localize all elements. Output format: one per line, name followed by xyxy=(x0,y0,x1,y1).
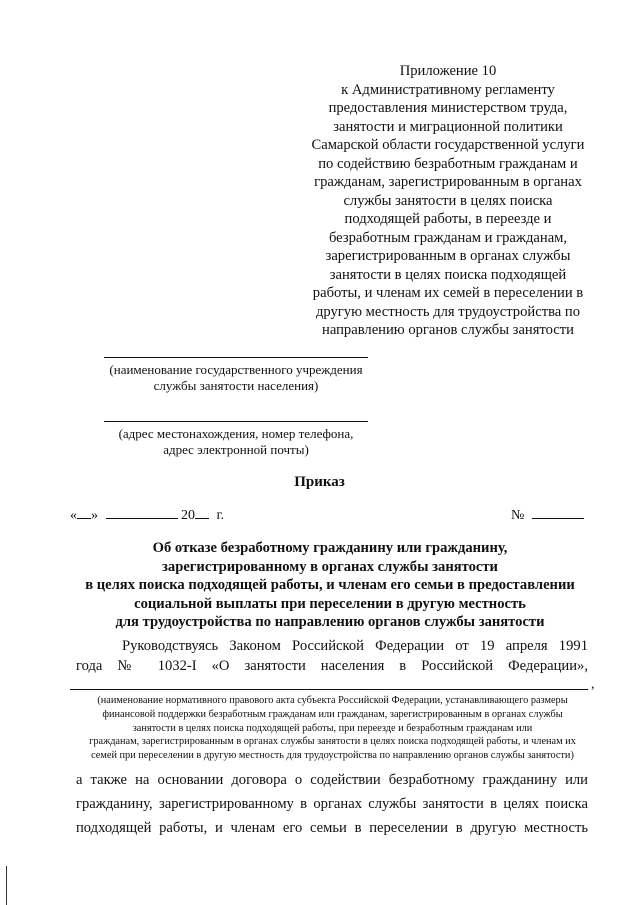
year-suffix: г. xyxy=(216,508,225,523)
appendix-line: другую местность для трудоустройства по xyxy=(315,303,580,320)
legal-basis-paragraph xyxy=(76,636,588,676)
appendix-line: направлению органов службы занятости xyxy=(322,322,574,338)
legal-act-comma: , xyxy=(591,677,595,692)
address-caption xyxy=(104,426,368,458)
legal-act-caption xyxy=(60,694,605,763)
body-paragraph xyxy=(76,768,588,840)
appendix-line: безработным гражданам и гражданам, xyxy=(328,229,568,246)
address-fill-line xyxy=(104,421,368,422)
order-date xyxy=(70,506,224,524)
number-sign: № xyxy=(511,508,525,523)
appendix-line: работы, и членам их семей в переселении в xyxy=(312,285,584,301)
number-blank xyxy=(532,506,584,519)
year-prefix: 20 xyxy=(181,508,195,523)
subject-line: социальной выплаты при переселении в другую местность xyxy=(134,595,526,612)
appendix-line: занятости и миграционной политики xyxy=(333,118,563,135)
appendix-line: службы занятости в целях поиска xyxy=(343,192,553,209)
subject-line: Об отказе безработному гражданину или гражданину, xyxy=(152,540,508,556)
month-blank xyxy=(106,506,178,519)
organization-name-field xyxy=(104,357,368,394)
appendix-line: зарегистрированным в органах службы xyxy=(325,248,571,264)
caption-line: занятости в целях поиска подходящей работы, при переезде и безработным гражданам или xyxy=(132,722,533,734)
caption-line: (наименование нормативного правового акта субъекта Российской Федерации, устанавливающего размеры xyxy=(97,695,568,706)
caption-line: службы занятости населения) xyxy=(153,378,319,393)
organization-fill-line xyxy=(104,357,368,358)
appendix-line: занятости в целях поиска подходящей xyxy=(329,266,567,283)
caption-line: семей при переселении в другую местность для трудоустройства по направлению органов службы занятости) xyxy=(91,750,574,762)
body-line: а также на основании договора о содействии безработному гражданину или xyxy=(76,772,588,788)
appendix-line: подходящей работы, в переезде и xyxy=(344,211,552,227)
year-blank xyxy=(195,506,209,519)
body-line: подходящей работы, и членам его семьи в переселении в другую местность xyxy=(76,820,588,836)
date-quote-close: » xyxy=(91,508,98,523)
appendix-line: по содействию безработным гражданам и xyxy=(318,155,578,172)
order-subject xyxy=(60,539,600,632)
appendix-line: гражданам, зарегистрированным в органах xyxy=(314,174,582,190)
subject-line: зарегистрированному в органах службы занятости xyxy=(162,558,498,575)
order-title: Приказ xyxy=(294,474,345,490)
basis-line: года № 1032-I «О занятости населения в Российской Федерации», xyxy=(76,658,588,674)
day-blank xyxy=(77,506,91,519)
subject-line: в целях поиска подходящей работы, и членам его семьи в предоставлении xyxy=(85,577,575,593)
caption-line: финансовой поддержки безработным гражданам или гражданам, зарегистрированным в органах службы xyxy=(102,708,563,720)
organization-caption xyxy=(104,362,368,394)
address-field xyxy=(104,421,368,458)
scan-edge-mark xyxy=(6,866,7,905)
body-line: гражданину, зарегистрированному в органах службы занятости в целях поиска xyxy=(76,796,588,812)
appendix-header xyxy=(298,62,598,340)
legal-act-fill-line xyxy=(70,689,588,690)
order-number xyxy=(511,506,584,524)
appendix-line: к Административному регламенту xyxy=(341,81,555,98)
appendix-line: Самарской области государственной услуги xyxy=(311,137,585,153)
subject-line: для трудоустройства по направлению органов службы занятости xyxy=(115,614,545,630)
caption-line: гражданам, зарегистрированным в органах службы занятости в целях поиска подходящей работы, и членам их xyxy=(89,736,576,748)
appendix-line: Приложение 10 xyxy=(399,63,497,79)
date-quote-open: « xyxy=(70,508,77,523)
basis-line: Руководствуясь Законом Российской Федерации от 19 апреля 1991 xyxy=(122,638,588,654)
caption-line: адрес электронной почты) xyxy=(163,442,309,457)
appendix-line: предоставления министерством труда, xyxy=(328,100,568,116)
caption-line: (адрес местонахождения, номер телефона, xyxy=(118,426,354,441)
caption-line: (наименование государственного учреждения xyxy=(109,362,363,377)
